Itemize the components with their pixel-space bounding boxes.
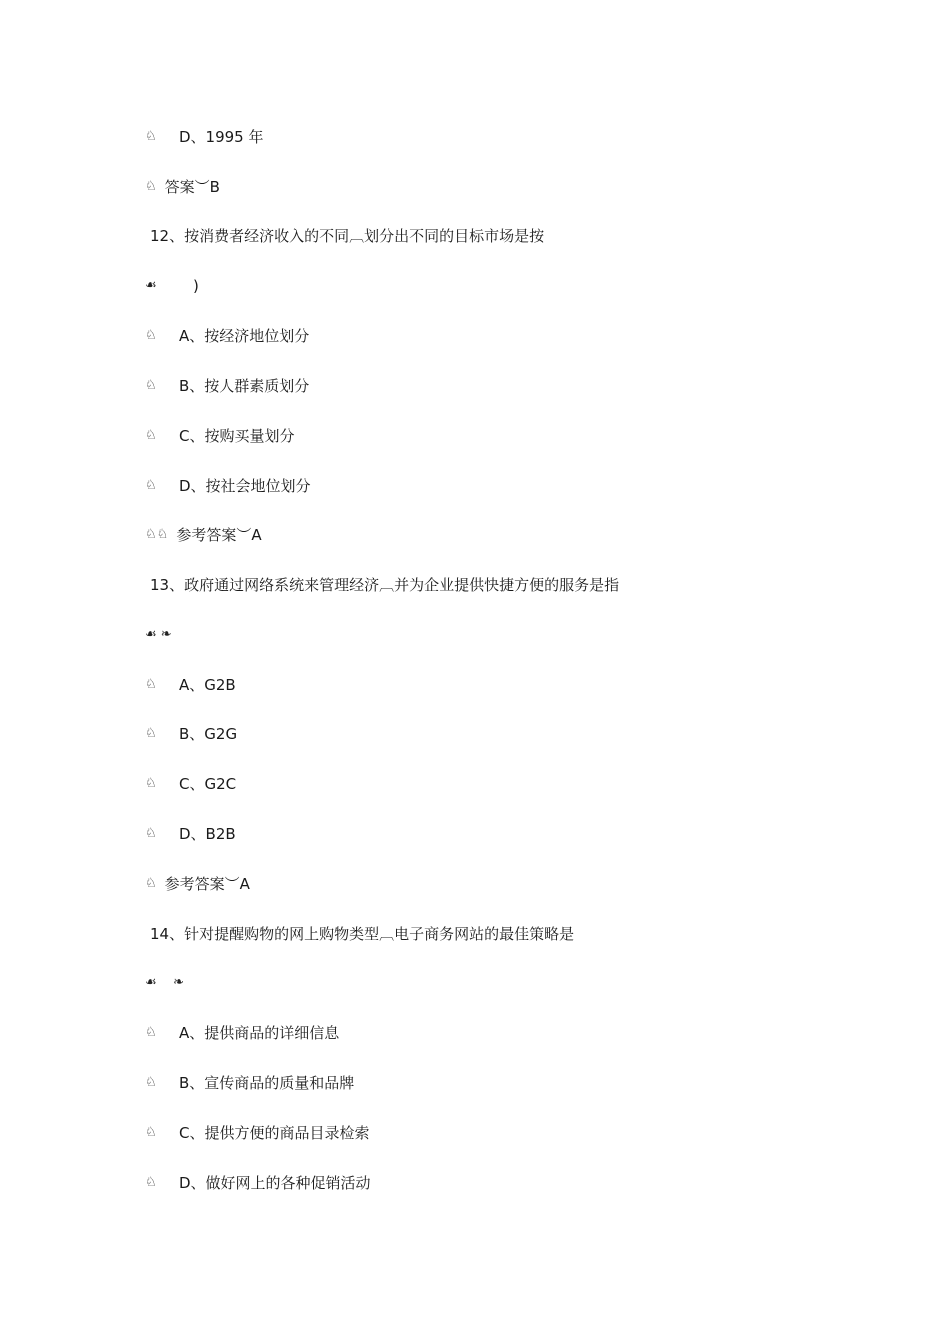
option-text: C、按购买量划分 [179, 427, 295, 445]
flourish-icon: ☙ ❧ [145, 627, 172, 642]
answer-text: 参考答案︶A [176, 526, 262, 544]
bullet-icon: ♘ [145, 1175, 157, 1190]
option-line [145, 1121, 369, 1145]
bullet-icon: ♘ [145, 776, 157, 791]
bullet-icon: ♘ [145, 179, 157, 194]
bullet-icon: ♘ [145, 1025, 157, 1040]
blank-line [145, 274, 199, 298]
bullet-icon: ♘♘ [145, 527, 169, 542]
option-text: D、做好网上的各种促销活动 [179, 1174, 371, 1192]
bullet-icon: ♘ [145, 478, 157, 493]
option-line [145, 772, 236, 796]
bullet-icon: ♘ [145, 1125, 157, 1140]
bullet-icon: ♘ [145, 428, 157, 443]
bullet-icon: ♘ [145, 677, 157, 692]
bullet-icon: ♘ [145, 1075, 157, 1090]
option-text: C、提供方便的商品目录检索 [179, 1124, 370, 1142]
bullet-icon: ♘ [145, 378, 157, 393]
option-text: C、G2C [179, 775, 237, 793]
option-text: A、G2B [179, 676, 236, 694]
question-line [150, 922, 574, 946]
bullet-icon: ♘ [145, 129, 157, 144]
option-line [145, 1071, 354, 1095]
option-line [145, 822, 236, 846]
option-line [145, 324, 309, 348]
answer-text: 答案︶B [164, 178, 220, 196]
flourish-icon: ☙ [145, 278, 157, 293]
bullet-icon: ♘ [145, 726, 157, 741]
flourish-icon: ☙ ❧ [145, 975, 185, 990]
answer-line [145, 523, 262, 547]
bullet-icon: ♘ [145, 876, 157, 891]
question-text: 12、按消费者经济收入的不同︹划分出不同的目标市场是按 [150, 227, 545, 245]
blank-line [145, 971, 184, 995]
answer-text: 参考答案︶A [164, 875, 250, 893]
option-text: A、按经济地位划分 [179, 327, 310, 345]
option-text: B、宣传商品的质量和品牌 [179, 1074, 355, 1092]
question-line [150, 573, 619, 597]
question-line [150, 224, 544, 248]
option-text: B、G2G [179, 725, 238, 743]
option-line [145, 424, 294, 448]
answer-line [145, 872, 250, 896]
blank-line [145, 623, 172, 647]
option-line [145, 1171, 371, 1195]
option-text: D、B2B [179, 825, 236, 843]
option-line [145, 474, 311, 498]
question-text: 13、政府通过网络系统来管理经济︹并为企业提供快捷方便的服务是指 [150, 576, 620, 594]
option-line [145, 125, 264, 149]
option-text: B、按人群素质划分 [179, 377, 310, 395]
bullet-icon: ♘ [145, 328, 157, 343]
option-line [145, 1021, 339, 1045]
option-line [145, 374, 309, 398]
option-text: D、按社会地位划分 [179, 477, 311, 495]
paren-text: ) [193, 277, 199, 295]
option-text: D、1995 年 [179, 128, 264, 146]
question-text: 14、针对提醒购物的网上购物类型︹电子商务网站的最佳策略是 [150, 925, 575, 943]
option-text: A、提供商品的详细信息 [179, 1024, 340, 1042]
option-line [145, 722, 237, 746]
answer-line [145, 175, 220, 199]
option-line [145, 673, 236, 697]
bullet-icon: ♘ [145, 826, 157, 841]
